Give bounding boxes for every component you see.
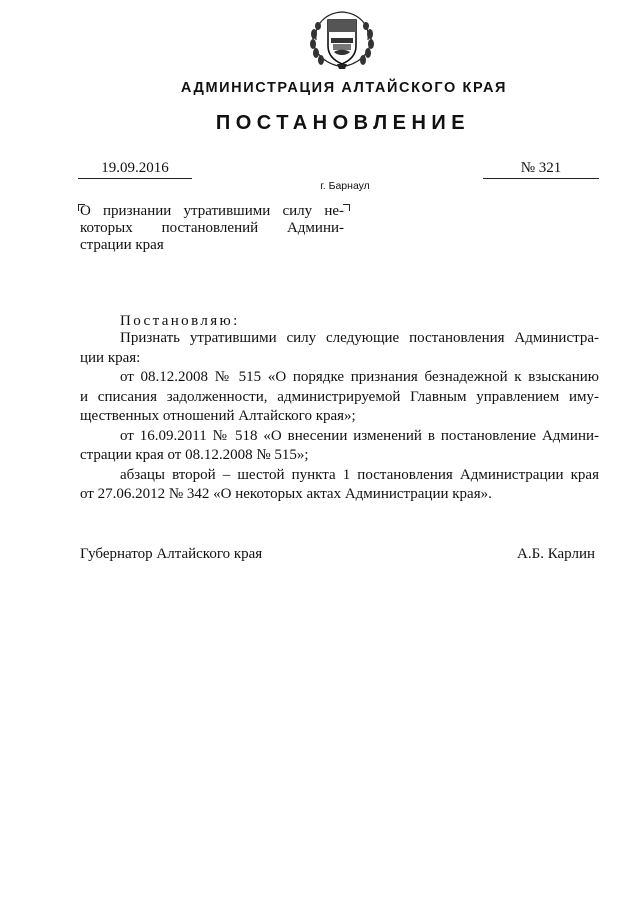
document-body bbox=[80, 329, 599, 505]
body-line: от 16.09.2011 № 518 «О внесении изменений в постановление Админи- bbox=[120, 427, 599, 444]
city-name: г. Барнаул bbox=[320, 180, 370, 192]
document-subject bbox=[80, 203, 344, 254]
coat-of-arms-icon bbox=[304, 6, 380, 72]
decree-word: Постановляю: bbox=[120, 313, 240, 329]
subject-line: О признании утратившими силу не- bbox=[80, 203, 344, 219]
body-line: ции края: bbox=[80, 349, 141, 366]
subject-line: страции края bbox=[80, 237, 164, 253]
signatory-position: Губернатор Алтайского края bbox=[80, 546, 263, 562]
subject-line: которых постановлений Админи- bbox=[80, 220, 344, 236]
signatory-name: А.Б. Карлин bbox=[517, 546, 596, 562]
document-type-title: ПОСТАНОВЛЕНИЕ bbox=[215, 112, 471, 134]
body-line: и списания задолженности, администрируемой Главным управлением иму- bbox=[80, 388, 599, 405]
body-line: страции края от 08.12.2008 № 515»; bbox=[80, 447, 309, 463]
document-number: № 321 bbox=[483, 160, 599, 179]
organization-name: АДМИНИСТРАЦИЯ АЛТАЙСКОГО КРАЯ bbox=[180, 80, 508, 96]
subject-bracket-right bbox=[343, 204, 350, 211]
body-line: Признать утратившими силу следующие постановления Администра- bbox=[120, 330, 599, 346]
body-line: щественных отношений Алтайского края»; bbox=[80, 408, 356, 424]
body-line: от 27.06.2012 № 342 «О некоторых актах Администрации края». bbox=[80, 486, 492, 502]
body-line: от 08.12.2008 № 515 «О порядке признания безнадежной к взысканию bbox=[120, 369, 599, 385]
document-date: 19.09.2016 bbox=[78, 160, 192, 179]
body-line: абзацы второй – шестой пункта 1 постановления Администрации края bbox=[120, 466, 599, 483]
